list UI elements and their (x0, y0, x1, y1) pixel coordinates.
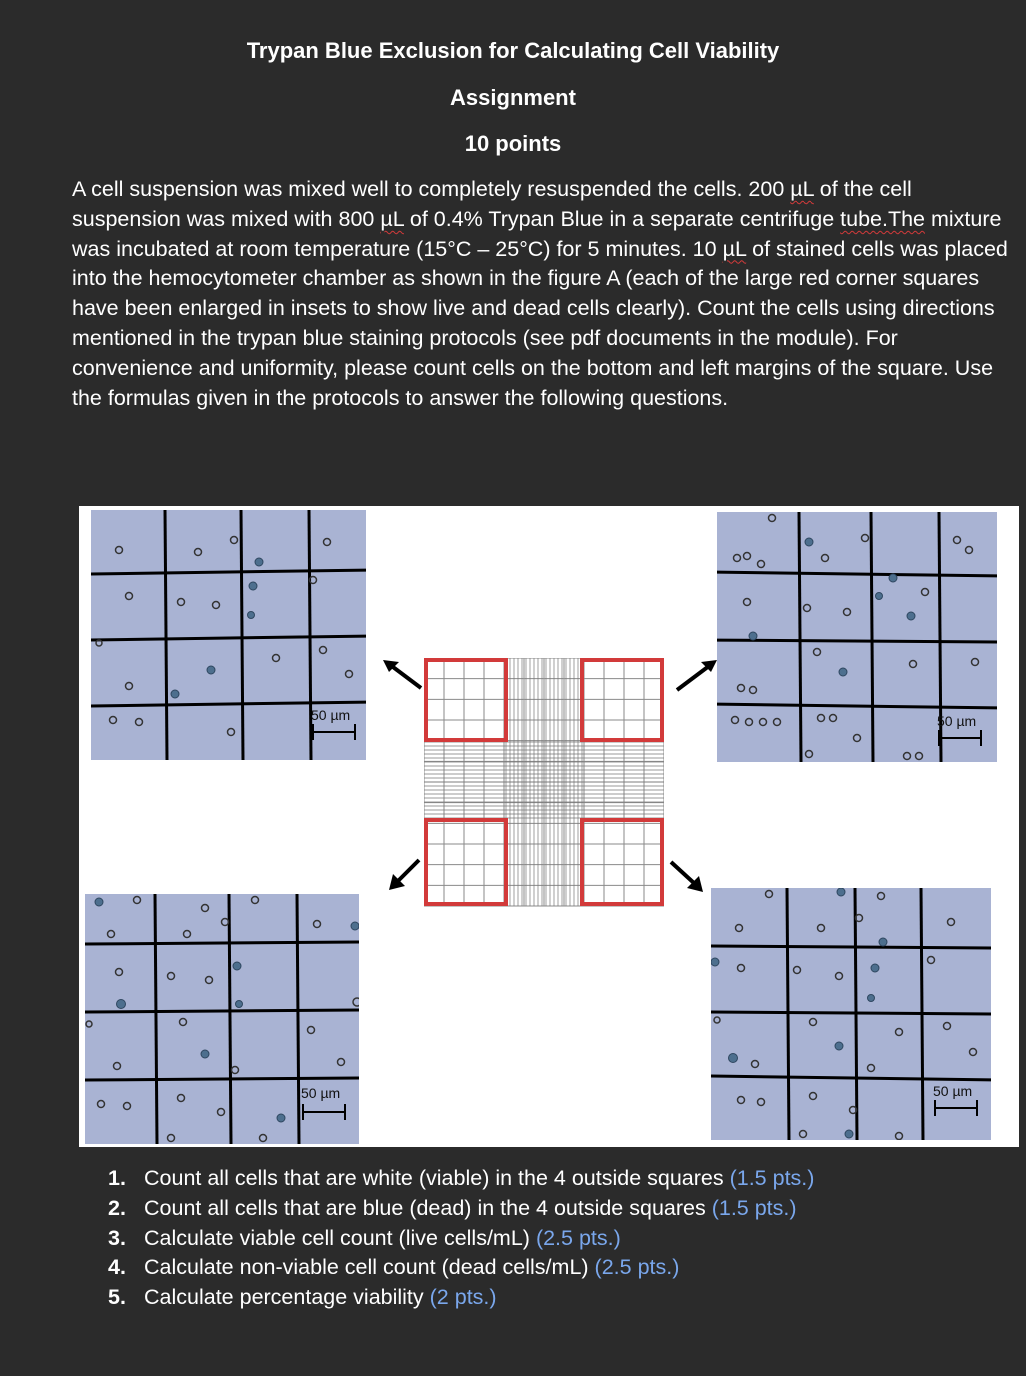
page-title: Trypan Blue Exclusion for Calculating Cell Viability (246, 38, 780, 63)
question-points: (1.5 pts.) (711, 1195, 797, 1220)
scale-bar-label: 50 µm (933, 1083, 973, 1099)
arrow-bottom-right (665, 856, 707, 896)
question-number: 5. (108, 1285, 126, 1310)
question-points: (2.5 pts.) (535, 1225, 621, 1250)
hemocytometer-grid (424, 658, 664, 908)
question-points: (2.5 pts.) (594, 1255, 680, 1280)
question-text: Calculate viable cell count (live cells/mL) (144, 1225, 536, 1250)
intro-text-5: of stained cells was placed into the hemocytometer chamber as shown in the figure A (each of the large red corner squares have been enlarged in insets to show live and dead cells clearly). Count the cells using directions mentioned in the trypan blue staining protocols (see pdf documents in the module). For convenience and uniformity, please count cells on the bottom and left margins of the square. Use the formulas given in the protocols to answer the following questions. (72, 236, 1008, 410)
intro-text-1: A cell suspension was mixed well to completely resuspended the cells. 200 (72, 177, 791, 201)
question-item (108, 1283, 814, 1313)
points-label: 10 points (464, 131, 562, 156)
inset-bottom-left (85, 894, 359, 1144)
scale-bar-label: 50 µm (301, 1085, 341, 1101)
hemocytometer-figure (79, 506, 1019, 1147)
intro-text-2: of the cell suspension was mixed with 800 (72, 177, 912, 231)
question-points: (1.5 pts.) (729, 1166, 815, 1190)
question-item (108, 1164, 814, 1194)
assignment-label: Assignment (450, 85, 576, 110)
inset-top-right (717, 512, 997, 762)
fine-grid (424, 658, 664, 906)
question-list (108, 1164, 814, 1313)
question-text: Calculate non-viable cell count (dead cells/mL) (144, 1255, 595, 1280)
question-number: 1. (108, 1166, 126, 1190)
intro-unit-2: µL (380, 206, 404, 231)
question-item (108, 1194, 814, 1224)
scale-bar-label: 50 µm (937, 713, 977, 729)
intro-paragraph (72, 175, 1012, 413)
question-text: Count all cells that are white (viable) in the 4 outside squares (144, 1166, 730, 1190)
question-item (108, 1224, 814, 1254)
scale-bar-label: 50 µm (311, 707, 351, 723)
arrow-bottom-left (385, 854, 425, 894)
inset-background (85, 894, 359, 1144)
question-number: 2. (108, 1195, 126, 1220)
inset-top-left (91, 510, 366, 760)
question-item (108, 1253, 814, 1283)
question-points: (2 pts.) (429, 1285, 497, 1310)
inset-bottom-right (711, 888, 991, 1140)
intro-tube-word: tube.The (840, 206, 926, 231)
question-number: 3. (108, 1225, 126, 1250)
intro-text-4: mixture was incubated at room temperature (15°C – 25°C) for 5 minutes. 10 (72, 206, 1002, 261)
arrow-top-left (379, 656, 429, 696)
arrow-top-right (671, 656, 721, 696)
question-text: Count all cells that are blue (dead) in the 4 outside squares (144, 1195, 712, 1220)
question-text: Calculate percentage viability (144, 1285, 430, 1310)
question-number: 4. (108, 1255, 126, 1280)
intro-text-3: of 0.4% Trypan Blue in a separate centrifuge (403, 206, 841, 231)
intro-unit-3: µL (722, 236, 747, 261)
intro-unit-1: µL (790, 177, 814, 201)
